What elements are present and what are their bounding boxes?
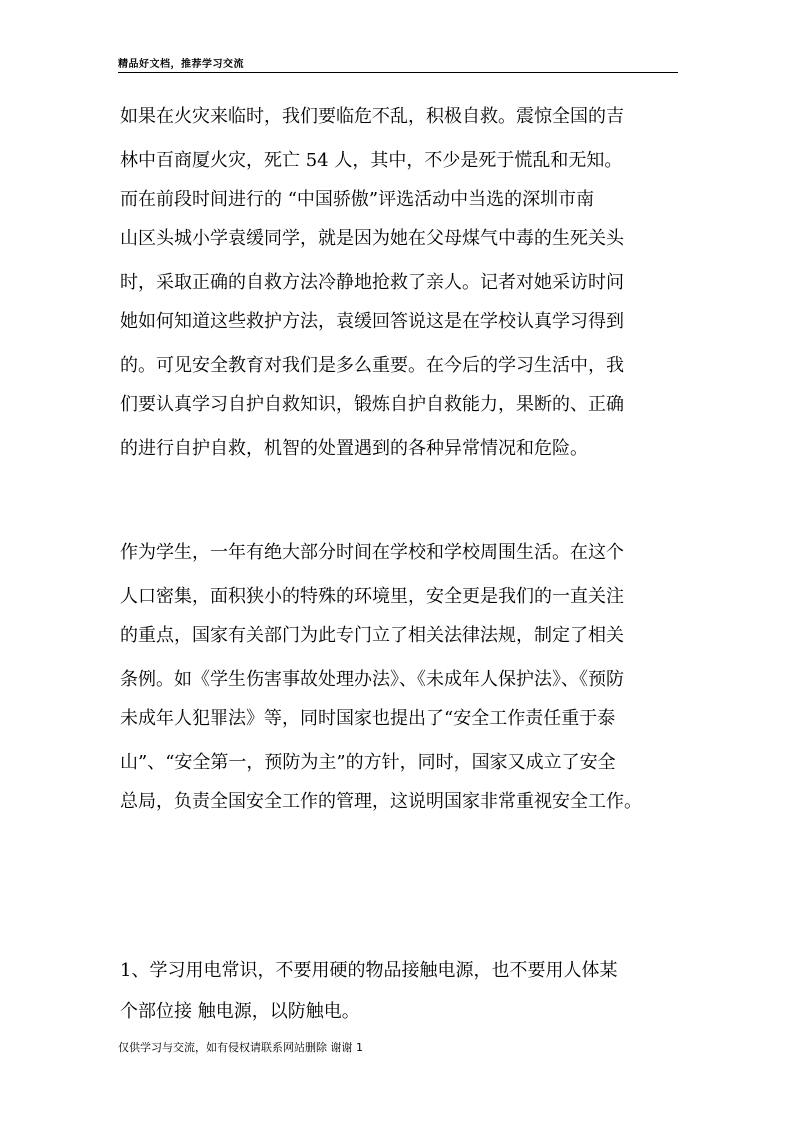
paragraph-2-line: 作为学生，一年有绝大部分时间在学校和学校周围生活。在这个 bbox=[120, 542, 624, 563]
paragraph-2-line: 的重点，国家有关部门为此专门立了相关法律法规，制定了相关 bbox=[120, 625, 624, 646]
paragraph-2-line: 总局，负责全国安全工作的管理，这说明国家非常重视安全工作。 bbox=[120, 791, 642, 812]
paragraph-1-line: 如果在火灾来临时，我们要临危不乱，积极自救。震惊全国的吉 bbox=[120, 106, 624, 127]
paragraph-1-line: 时，采取正确的自救方法冷静地抢救了亲人。记者对她采访时问 bbox=[120, 272, 624, 293]
paragraph-1-line: 的。可见安全教育对我们是多么重要。在今后的学习生活中，我 bbox=[120, 355, 624, 376]
paragraph-1-line: 的进行自护自救，机智的处置遇到的各种异常情况和危险。 bbox=[120, 438, 588, 459]
header-divider bbox=[118, 72, 678, 73]
paragraph-1-line: 林中百商厦火灾，死亡 54 人，其中，不少是死于慌乱和无知。 bbox=[120, 150, 623, 171]
paragraph-2-line: 人口密集，面积狭小的特殊的环境里，安全更是我们的一直关注 bbox=[120, 586, 624, 607]
page-footer: 仅供学习与交流，如有侵权请联系网站删除 谢谢 1 bbox=[118, 1041, 363, 1054]
paragraph-3-line: 1、学习用电常识，不要用硬的物品接触电源，也不要用人体某 bbox=[120, 960, 618, 981]
paragraph-2-line: 未成年人犯罪法》等，同时国家也提出了“安全工作责任重于泰 bbox=[120, 708, 616, 729]
paragraph-1-line: 她如何知道这些救护方法，袁缓回答说这是在学校认真学习得到 bbox=[120, 311, 624, 332]
page-header: 精品好文档，推荐学习交流 bbox=[118, 59, 244, 70]
paragraph-2-line: 条例。如《学生伤害事故处理办法》、《未成年人保护法》、《预防 bbox=[120, 669, 624, 690]
paragraph-1-line: 山区头城小学袁缓同学，就是因为她在父母煤气中毒的生死关头 bbox=[120, 228, 624, 249]
paragraph-2-line: 山”、“安全第一，预防为主”的方针，同时，国家又成立了安全 bbox=[120, 752, 616, 773]
paragraph-1-line: 而在前段时间进行的 “中国骄傲”评选活动中当选的深圳市南 bbox=[120, 189, 595, 210]
paragraph-3-line: 个部位接 触电源，以防触电。 bbox=[120, 1001, 360, 1022]
paragraph-1-line: 们要认真学习自护自救知识，锻炼自护自救能力，果断的、正确 bbox=[120, 394, 624, 415]
